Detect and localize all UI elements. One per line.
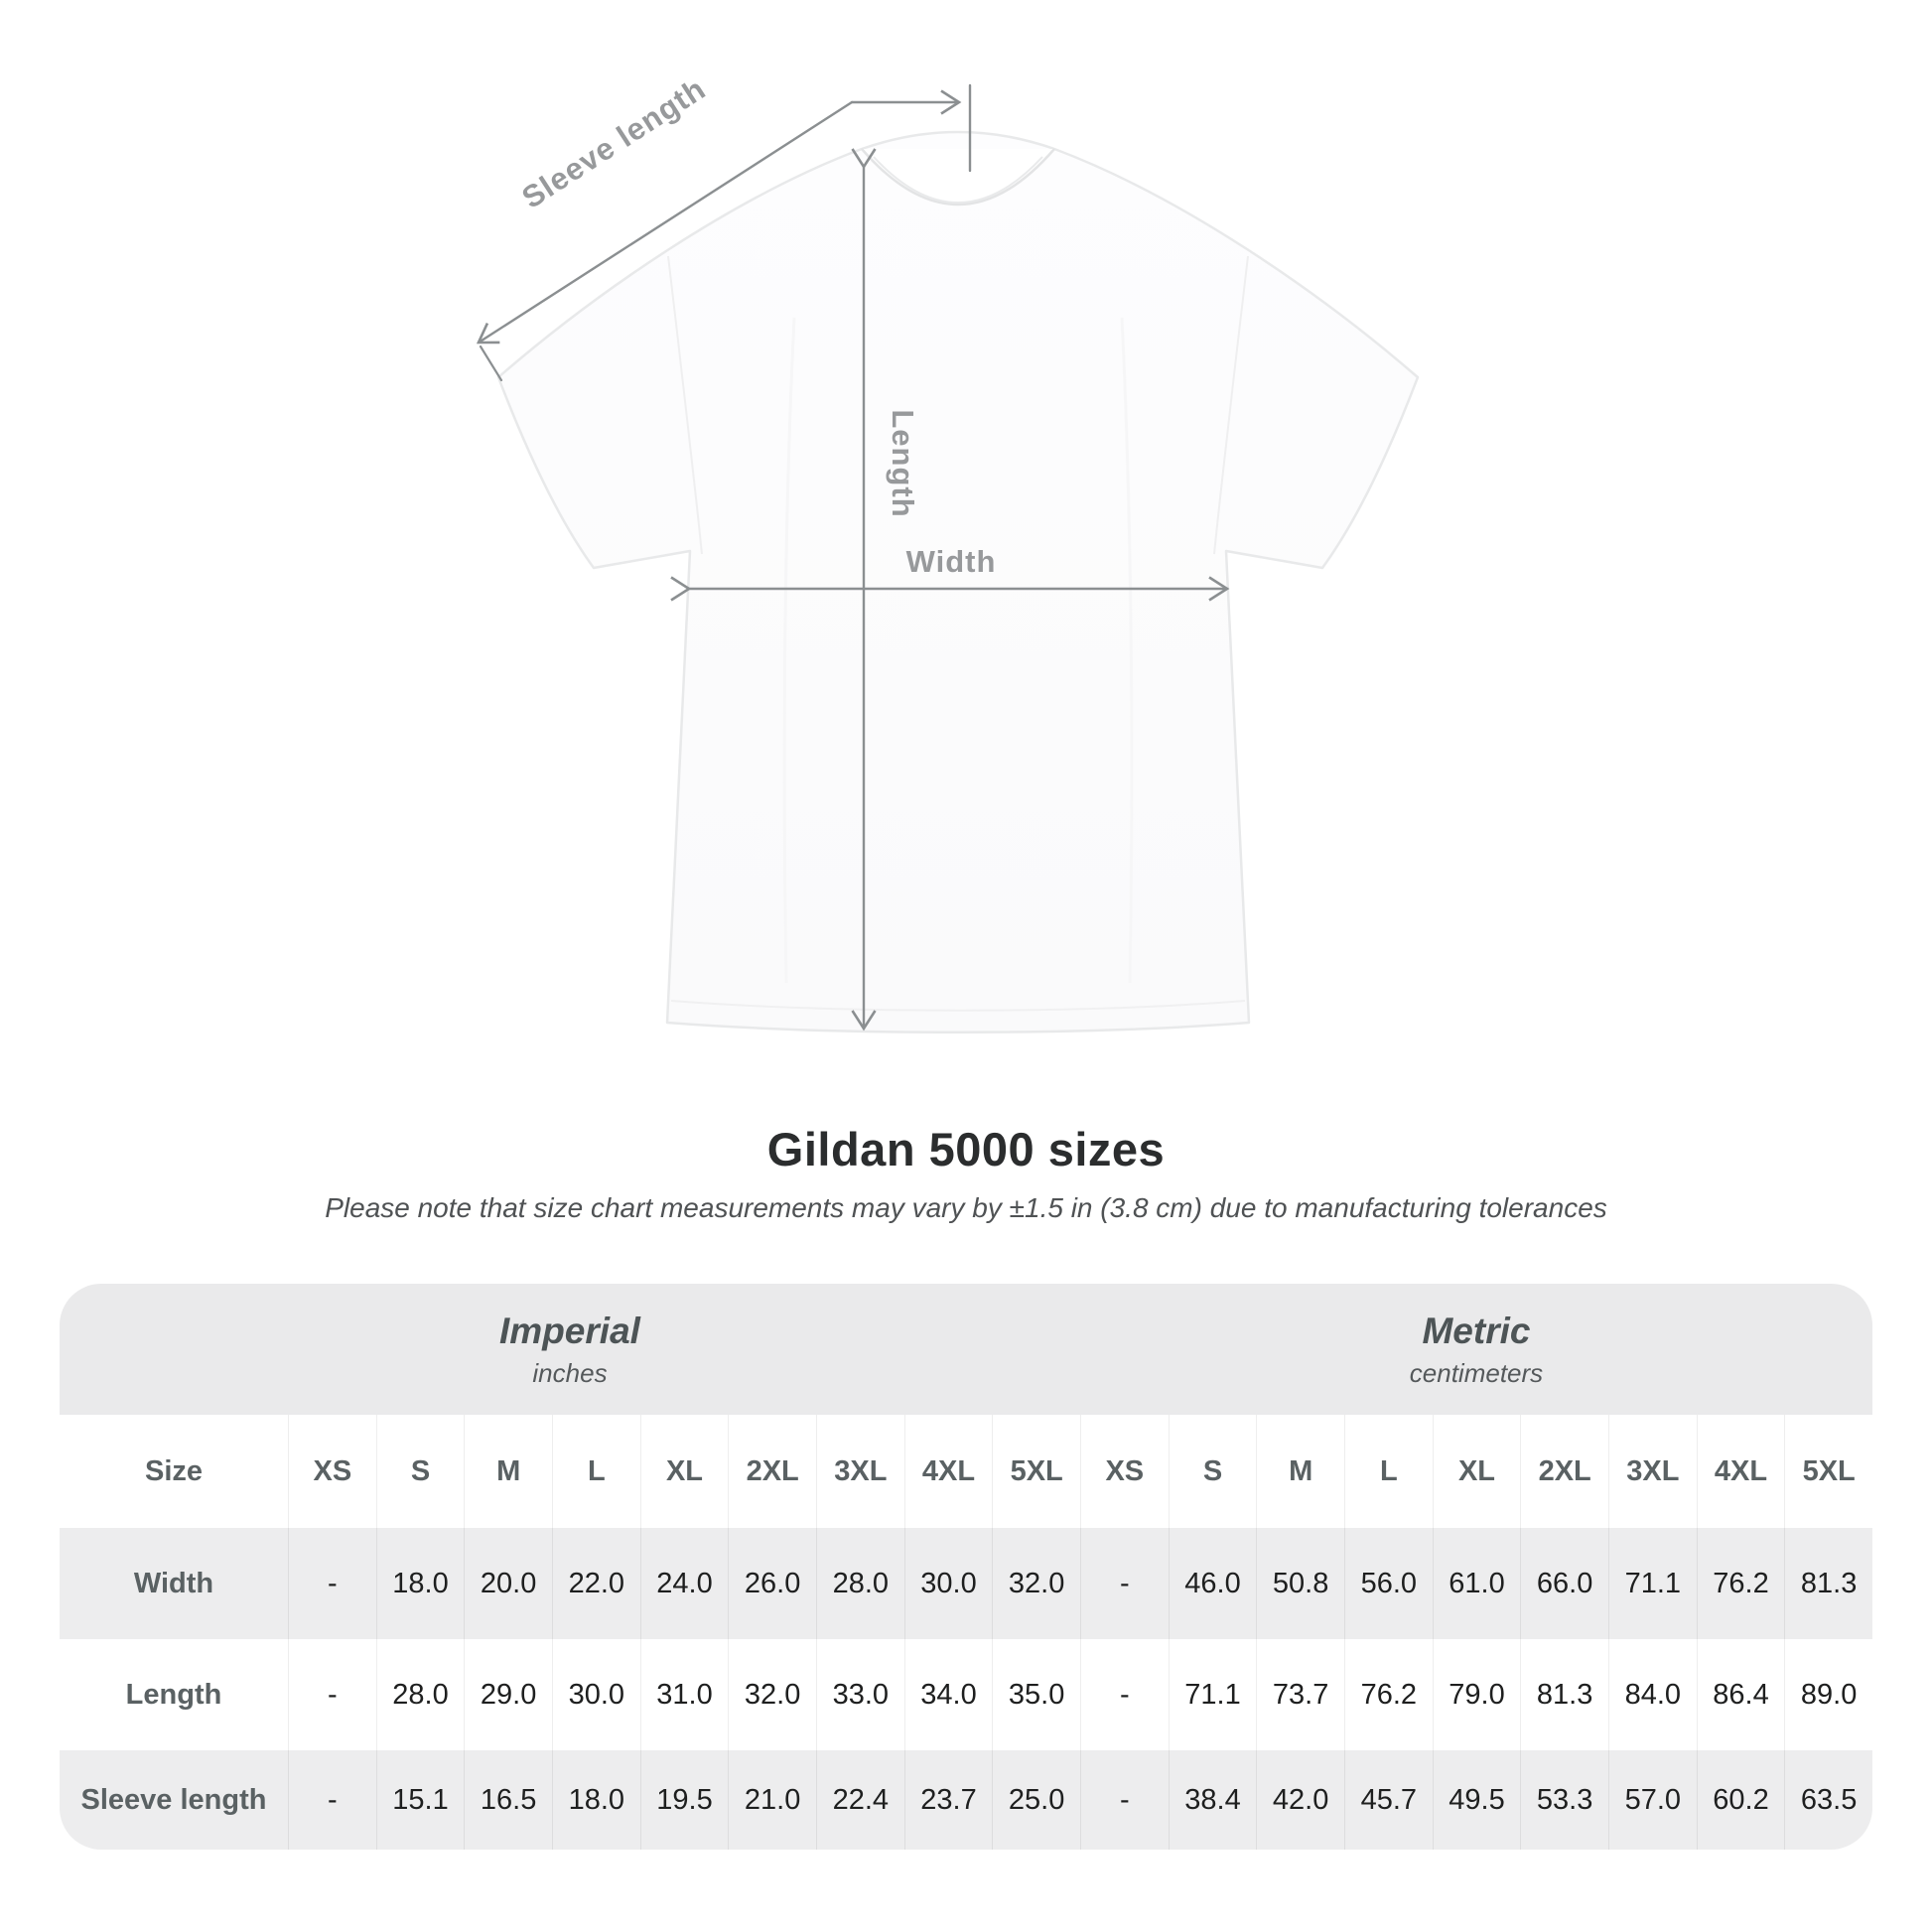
measurement-value: 15.1: [376, 1750, 465, 1850]
unit-group-unit: centimeters: [1409, 1357, 1544, 1388]
size-header-5xl: 5XL: [992, 1415, 1080, 1528]
measurement-value: 30.0: [904, 1528, 993, 1639]
measurement-value: 42.0: [1256, 1750, 1344, 1850]
size-header-xl: XL: [1433, 1415, 1521, 1528]
measurement-value: 49.5: [1433, 1750, 1521, 1850]
measurement-value: 24.0: [640, 1528, 729, 1639]
sleeve-length-label: Sleeve length: [515, 70, 713, 215]
size-header-4xl: 4XL: [904, 1415, 993, 1528]
measurement-value: 73.7: [1256, 1639, 1344, 1750]
measurement-value: 21.0: [728, 1750, 816, 1850]
measurement-value: 31.0: [640, 1639, 729, 1750]
measurement-value: 22.0: [552, 1528, 640, 1639]
size-header-l: L: [552, 1415, 640, 1528]
length-label: Length: [886, 409, 920, 518]
unit-group-header-imperial: [60, 1284, 1080, 1415]
measurement-value: 76.2: [1344, 1639, 1433, 1750]
measurement-value: -: [288, 1639, 376, 1750]
row-label-width: Width: [60, 1528, 288, 1639]
size-header-3xl: 3XL: [1608, 1415, 1697, 1528]
measurement-value: 46.0: [1169, 1528, 1257, 1639]
measurement-value: 63.5: [1784, 1750, 1872, 1850]
measurement-value: 25.0: [992, 1750, 1080, 1850]
measurement-value: 33.0: [816, 1639, 904, 1750]
size-header-xs: XS: [1080, 1415, 1169, 1528]
measurement-value: -: [1080, 1750, 1169, 1850]
page-title: Gildan 5000 sizes: [766, 1123, 1166, 1175]
sleeve-extension-line: [481, 346, 501, 380]
tolerance-note: Please note that size chart measurements may vary by ±1.5 in (3.8 cm) due to manufacturing tolerances: [325, 1192, 1607, 1223]
measurement-value: 57.0: [1608, 1750, 1697, 1850]
measurement-value: 79.0: [1433, 1639, 1521, 1750]
measurement-value: 50.8: [1256, 1528, 1344, 1639]
measurement-value: 32.0: [728, 1639, 816, 1750]
size-header-l: L: [1344, 1415, 1433, 1528]
size-header-xs: XS: [288, 1415, 376, 1528]
measurement-value: 34.0: [904, 1639, 993, 1750]
measurement-value: 35.0: [992, 1639, 1080, 1750]
measurement-value: 81.3: [1784, 1528, 1872, 1639]
measurement-value: -: [288, 1528, 376, 1639]
measurement-value: 61.0: [1433, 1528, 1521, 1639]
measurement-value: 76.2: [1697, 1528, 1785, 1639]
measurement-value: 28.0: [376, 1639, 465, 1750]
tshirt-illustration: [498, 132, 1418, 1033]
measurement-value: 32.0: [992, 1528, 1080, 1639]
measurement-value: 20.0: [464, 1528, 552, 1639]
measurement-value: 71.1: [1608, 1528, 1697, 1639]
measurement-value: -: [288, 1750, 376, 1850]
measurement-value: 66.0: [1520, 1528, 1608, 1639]
size-header-s: S: [376, 1415, 465, 1528]
measurement-value: 71.1: [1169, 1639, 1257, 1750]
measurement-value: 18.0: [376, 1528, 465, 1639]
unit-group-title: Imperial: [499, 1310, 640, 1351]
size-header-2xl: 2XL: [1520, 1415, 1608, 1528]
row-label-length: Length: [60, 1639, 288, 1750]
size-header-4xl: 4XL: [1697, 1415, 1785, 1528]
measurement-value: 81.3: [1520, 1639, 1608, 1750]
measurement-value: 56.0: [1344, 1528, 1433, 1639]
measurement-value: 38.4: [1169, 1750, 1257, 1850]
size-header-5xl: 5XL: [1784, 1415, 1872, 1528]
measurement-value: 28.0: [816, 1528, 904, 1639]
measurement-value: -: [1080, 1639, 1169, 1750]
measurement-value: 84.0: [1608, 1639, 1697, 1750]
unit-group-unit: inches: [532, 1357, 608, 1388]
measurement-value: 29.0: [464, 1639, 552, 1750]
measurement-value: 60.2: [1697, 1750, 1785, 1850]
size-header-m: M: [1256, 1415, 1344, 1528]
size-header-2xl: 2XL: [728, 1415, 816, 1528]
width-label: Width: [905, 544, 997, 579]
measurement-value: 53.3: [1520, 1750, 1608, 1850]
measurement-value: 23.7: [904, 1750, 993, 1850]
size-table: [60, 1284, 1872, 1850]
measurement-value: 19.5: [640, 1750, 729, 1850]
measurement-value: 30.0: [552, 1639, 640, 1750]
measurement-value: 45.7: [1344, 1750, 1433, 1850]
measurement-value: 18.0: [552, 1750, 640, 1850]
size-header-3xl: 3XL: [816, 1415, 904, 1528]
measurement-value: -: [1080, 1528, 1169, 1639]
size-header-m: M: [464, 1415, 552, 1528]
size-header-s: S: [1169, 1415, 1257, 1528]
measurement-value: 89.0: [1784, 1639, 1872, 1750]
size-column-header: Size: [60, 1415, 288, 1528]
size-header-xl: XL: [640, 1415, 729, 1528]
unit-group-title: Metric: [1422, 1310, 1531, 1351]
row-label-sleeve-length: Sleeve length: [60, 1750, 288, 1850]
measurement-value: 16.5: [464, 1750, 552, 1850]
unit-group-header-metric: [1080, 1284, 1872, 1415]
measurement-value: 22.4: [816, 1750, 904, 1850]
measurement-value: 86.4: [1697, 1639, 1785, 1750]
measurement-value: 26.0: [728, 1528, 816, 1639]
